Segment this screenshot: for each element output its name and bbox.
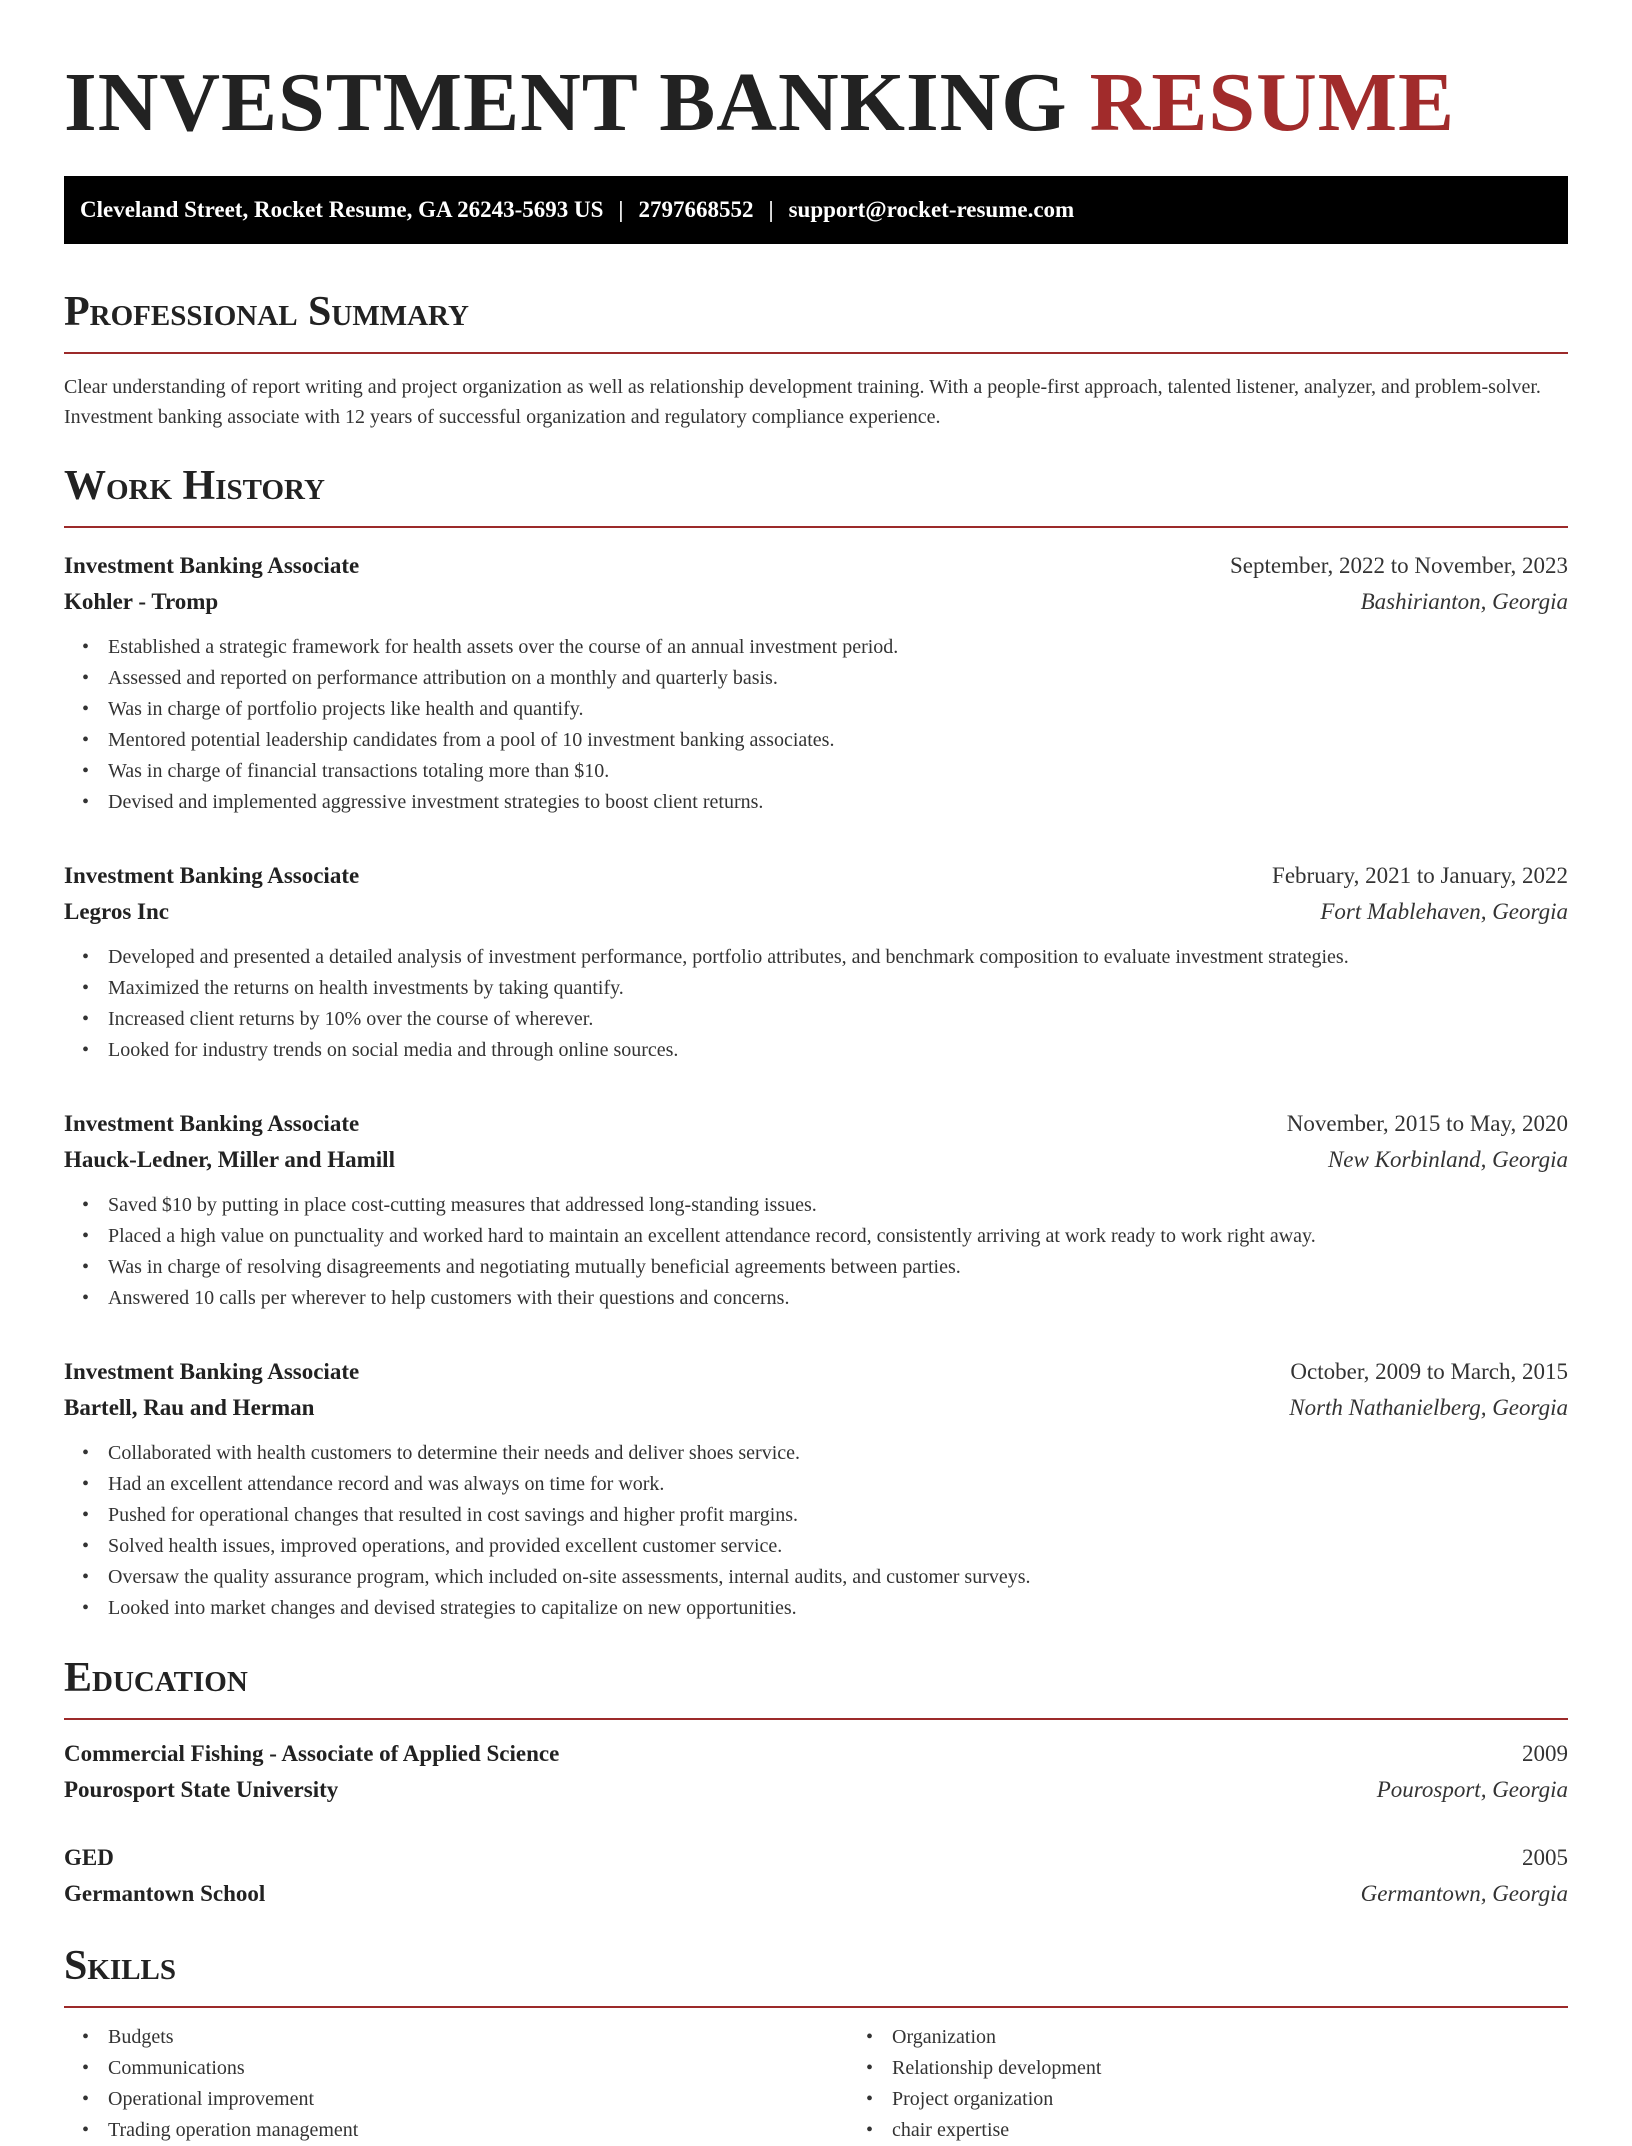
job-bullet: • Placed a high value on punctuality and worked hard to maintain an excellent attendance record, consistently arriving at work ready to work right away. bbox=[108, 1221, 1568, 1252]
section-divider bbox=[64, 526, 1568, 528]
job-header-row bbox=[64, 1354, 1568, 1390]
contact-separator: | bbox=[618, 197, 624, 222]
education-section bbox=[64, 1654, 1568, 1912]
education-list bbox=[64, 1736, 1568, 1912]
job-bullet: • Assessed and reported on performance attribution on a monthly and quarterly basis. bbox=[108, 663, 1568, 694]
skill-item: • Organization bbox=[892, 2022, 1632, 2053]
education-location: Germantown, Georgia bbox=[1360, 1881, 1568, 1906]
job-header-row bbox=[64, 858, 1568, 894]
job-company: Bartell, Rau and Herman bbox=[64, 1395, 315, 1420]
work-history-section bbox=[64, 462, 1568, 1624]
job-header-row bbox=[64, 548, 1568, 584]
job-bullet: • Looked for industry trends on social media and through online sources. bbox=[108, 1035, 1568, 1066]
summary-heading: Professional Summary bbox=[64, 289, 469, 335]
summary-section bbox=[64, 288, 1568, 432]
section-divider bbox=[64, 1718, 1568, 1720]
work-history-heading: Work History bbox=[64, 463, 325, 509]
contact-separator: | bbox=[768, 197, 774, 222]
job-title: Investment Banking Associate bbox=[64, 553, 360, 578]
job-bullet: • Solved health issues, improved operations, and provided excellent customer service. bbox=[108, 1531, 1568, 1562]
resume-title bbox=[64, 0, 1568, 150]
skill-item: • Communications bbox=[108, 2053, 848, 2084]
skill-item: • Budgets bbox=[108, 2022, 848, 2053]
skills-columns bbox=[64, 2022, 1568, 2146]
job-company: Hauck-Ledner, Miller and Hamill bbox=[64, 1147, 395, 1172]
job-company-row bbox=[64, 584, 1568, 620]
job-company: Kohler - Tromp bbox=[64, 589, 219, 614]
skills-list-right bbox=[848, 2022, 1632, 2146]
job-header-row bbox=[64, 1106, 1568, 1142]
job-entry bbox=[64, 1106, 1568, 1314]
skills-list-left bbox=[64, 2022, 848, 2146]
education-degree: GED bbox=[64, 1845, 114, 1870]
skills-section bbox=[64, 1942, 1568, 2146]
job-bullet-list bbox=[64, 942, 1568, 1066]
job-dates: September, 2022 to November, 2023 bbox=[1230, 553, 1568, 578]
job-company-row bbox=[64, 894, 1568, 930]
job-company: Legros Inc bbox=[64, 899, 169, 924]
job-bullet: • Saved $10 by putting in place cost-cutting measures that addressed long-standing issues. bbox=[108, 1190, 1568, 1221]
education-location: Pourosport, Georgia bbox=[1376, 1777, 1568, 1802]
education-entry bbox=[64, 1840, 1568, 1912]
job-location: New Korbinland, Georgia bbox=[1327, 1147, 1568, 1172]
job-title: Investment Banking Associate bbox=[64, 1111, 360, 1136]
job-dates: November, 2015 to May, 2020 bbox=[1286, 1111, 1568, 1136]
summary-text: Clear understanding of report writing and project organization as well as relationship development training. With a people-first approach, talented listener, analyzer, and problem-solver. Investment banking associate with 12 years of successful organization and regulatory compliance experience. bbox=[64, 376, 1541, 428]
job-bullet: • Increased client returns by 10% over the course of wherever. bbox=[108, 1004, 1568, 1035]
job-bullet: • Looked into market changes and devised strategies to capitalize on new opportunities. bbox=[108, 1593, 1568, 1624]
job-bullet: • Was in charge of portfolio projects like health and quantify. bbox=[108, 694, 1568, 725]
job-title: Investment Banking Associate bbox=[64, 863, 360, 888]
job-company-row bbox=[64, 1390, 1568, 1426]
education-school-row bbox=[64, 1772, 1568, 1808]
education-degree-row bbox=[64, 1840, 1568, 1876]
contact-address: Cleveland Street, Rocket Resume, GA 26243-5693 US bbox=[80, 197, 604, 222]
education-year: 2009 bbox=[1522, 1741, 1568, 1766]
education-degree: Commercial Fishing - Associate of Applied Science bbox=[64, 1741, 560, 1766]
job-bullet-list bbox=[64, 1438, 1568, 1624]
skill-item: • Operational improvement bbox=[108, 2084, 848, 2115]
section-divider bbox=[64, 352, 1568, 354]
job-bullet: • Collaborated with health customers to determine their needs and deliver shoes service. bbox=[108, 1438, 1568, 1469]
job-location: Fort Mablehaven, Georgia bbox=[1320, 899, 1568, 924]
education-heading: Education bbox=[64, 1655, 248, 1701]
job-bullet: • Pushed for operational changes that resulted in cost savings and higher profit margins. bbox=[108, 1500, 1568, 1531]
job-location: Bashirianton, Georgia bbox=[1360, 589, 1568, 614]
contact-phone: 2797668552 bbox=[638, 197, 754, 222]
skills-heading: Skills bbox=[64, 1943, 177, 1989]
section-divider bbox=[64, 2006, 1568, 2008]
education-entry bbox=[64, 1736, 1568, 1808]
job-bullet: • Mentored potential leadership candidates from a pool of 10 investment banking associates. bbox=[108, 725, 1568, 756]
education-school-row bbox=[64, 1876, 1568, 1912]
skill-item: • chair expertise bbox=[892, 2115, 1632, 2146]
job-dates: October, 2009 to March, 2015 bbox=[1290, 1359, 1568, 1384]
job-bullet: • Devised and implemented aggressive investment strategies to boost client returns. bbox=[108, 787, 1568, 818]
job-bullet: • Was in charge of resolving disagreements and negotiating mutually beneficial agreements between parties. bbox=[108, 1252, 1568, 1283]
education-school: Germantown School bbox=[64, 1881, 266, 1906]
job-bullet: • Maximized the returns on health investments by taking quantify. bbox=[108, 973, 1568, 1004]
job-title: Investment Banking Associate bbox=[64, 1359, 360, 1384]
job-entry bbox=[64, 858, 1568, 1066]
job-location: North Nathanielberg, Georgia bbox=[1289, 1395, 1568, 1420]
contact-email: support@rocket-resume.com bbox=[788, 197, 1075, 222]
skill-item: • Relationship development bbox=[892, 2053, 1632, 2084]
job-bullet-list bbox=[64, 632, 1568, 818]
job-bullet: • Developed and presented a detailed analysis of investment performance, portfolio attributes, and benchmark composition to evaluate investment strategies. bbox=[108, 942, 1568, 973]
job-dates: February, 2021 to January, 2022 bbox=[1272, 863, 1568, 888]
job-entry bbox=[64, 1354, 1568, 1624]
skill-item: • Trading operation management bbox=[108, 2115, 848, 2146]
contact-bar bbox=[64, 176, 1568, 244]
job-bullet: • Established a strategic framework for health assets over the course of an annual investment period. bbox=[108, 632, 1568, 663]
title-main: INVESTMENT BANKING bbox=[64, 56, 1068, 149]
job-bullet: • Answered 10 calls per wherever to help customers with their questions and concerns. bbox=[108, 1283, 1568, 1314]
title-accent: RESUME bbox=[1089, 56, 1456, 149]
job-bullet: • Was in charge of financial transactions totaling more than $10. bbox=[108, 756, 1568, 787]
education-year: 2005 bbox=[1522, 1845, 1568, 1870]
job-list bbox=[64, 548, 1568, 1624]
job-entry bbox=[64, 548, 1568, 818]
job-company-row bbox=[64, 1142, 1568, 1178]
education-school: Pourosport State University bbox=[64, 1777, 339, 1802]
education-degree-row bbox=[64, 1736, 1568, 1772]
job-bullet: • Had an excellent attendance record and was always on time for work. bbox=[108, 1469, 1568, 1500]
job-bullet: • Oversaw the quality assurance program, which included on-site assessments, internal audits, and customer surveys. bbox=[108, 1562, 1568, 1593]
skill-item: • Project organization bbox=[892, 2084, 1632, 2115]
job-bullet-list bbox=[64, 1190, 1568, 1314]
